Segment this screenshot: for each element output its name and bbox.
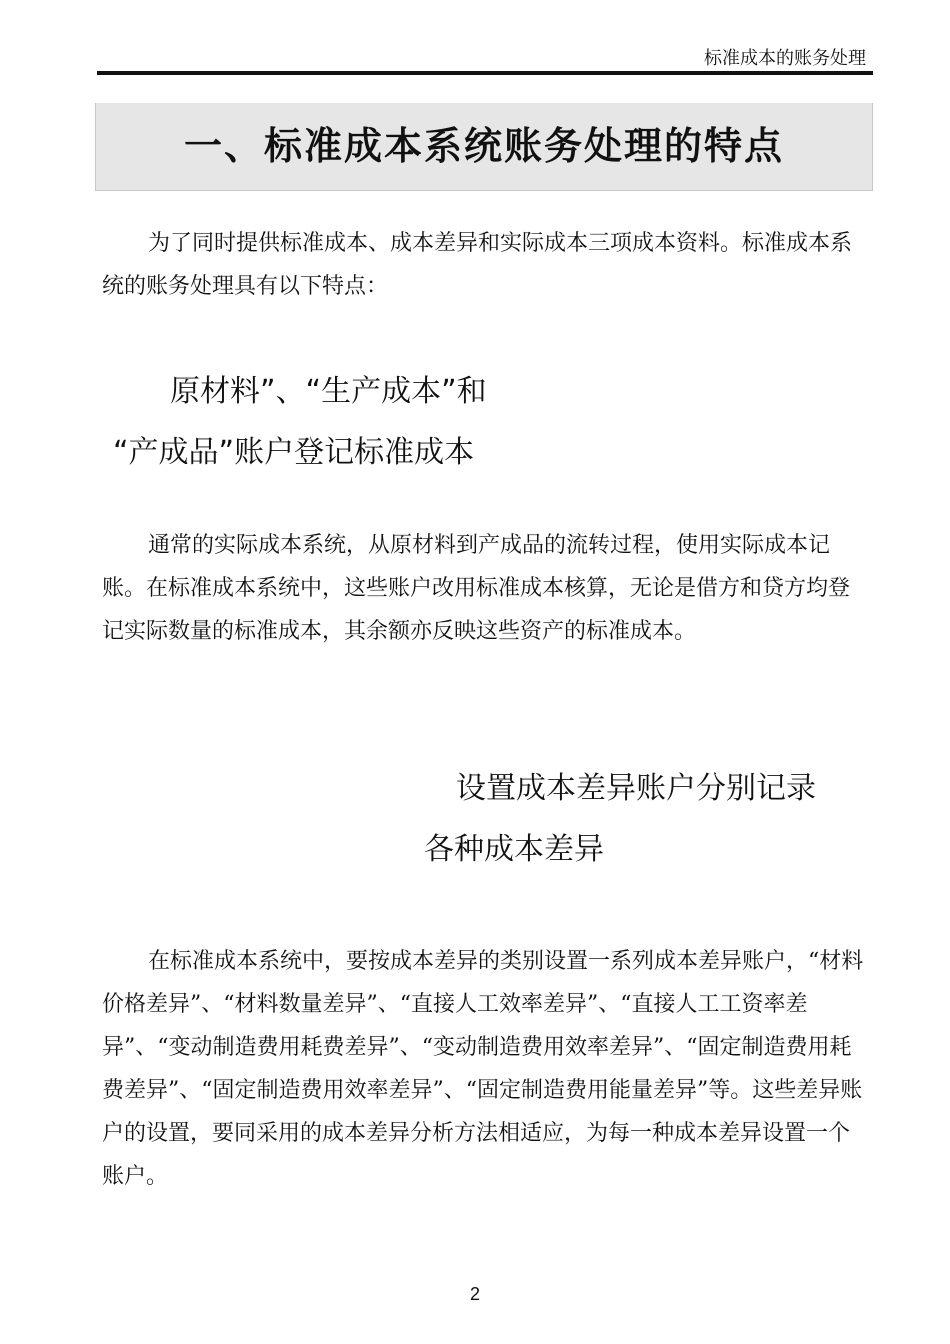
point2-paragraph: 在标准成本系统中，要按成本差异的类别设置一系列成本差异账户，“材料价格差异”、“材料数量差异”、“直接人工效率差异”、“直接人工工资率差异”、“变动制造费用耗费差异”、“变动制造费用效率差异”、“固定制造费用耗费差异”、“固定制造费用效率差异”、“固定制造费用能量差异”等。这些差异账户的设置，要同采用的成本差异分析方法相适应，为每一种成本差异设置一个账户。 [102,949,864,1189]
section-title: 一、标准成本系统账务处理的特点 [183,124,784,168]
intro-paragraph: 为了同时提供标准成本、成本差异和实际成本三项成本资料。标准成本系统的账务处理具有以下特点： [102,231,853,299]
point1-heading-line2: “产成品”账户登记标准成本 [113,435,475,470]
section-title-box [95,103,873,191]
point2-heading-line2: 各种成本差异 [424,832,604,867]
point1-heading-line1: 原材料”、“生产成本”和 [170,374,487,409]
running-header: 标准成本的账务处理 [704,48,866,69]
point2-heading-line1: 设置成本差异账户分别记录 [456,771,816,806]
page-number: 2 [469,1284,480,1304]
header-rule [97,71,873,75]
point1-paragraph: 通常的实际成本系统，从原材料到产成品的流转过程，使用实际成本记账。在标准成本系统中，这些账户改用标准成本核算，无论是借方和贷方均登记实际数量的标准成本，其余额亦反映这些资产的标准成本。 [102,533,851,644]
